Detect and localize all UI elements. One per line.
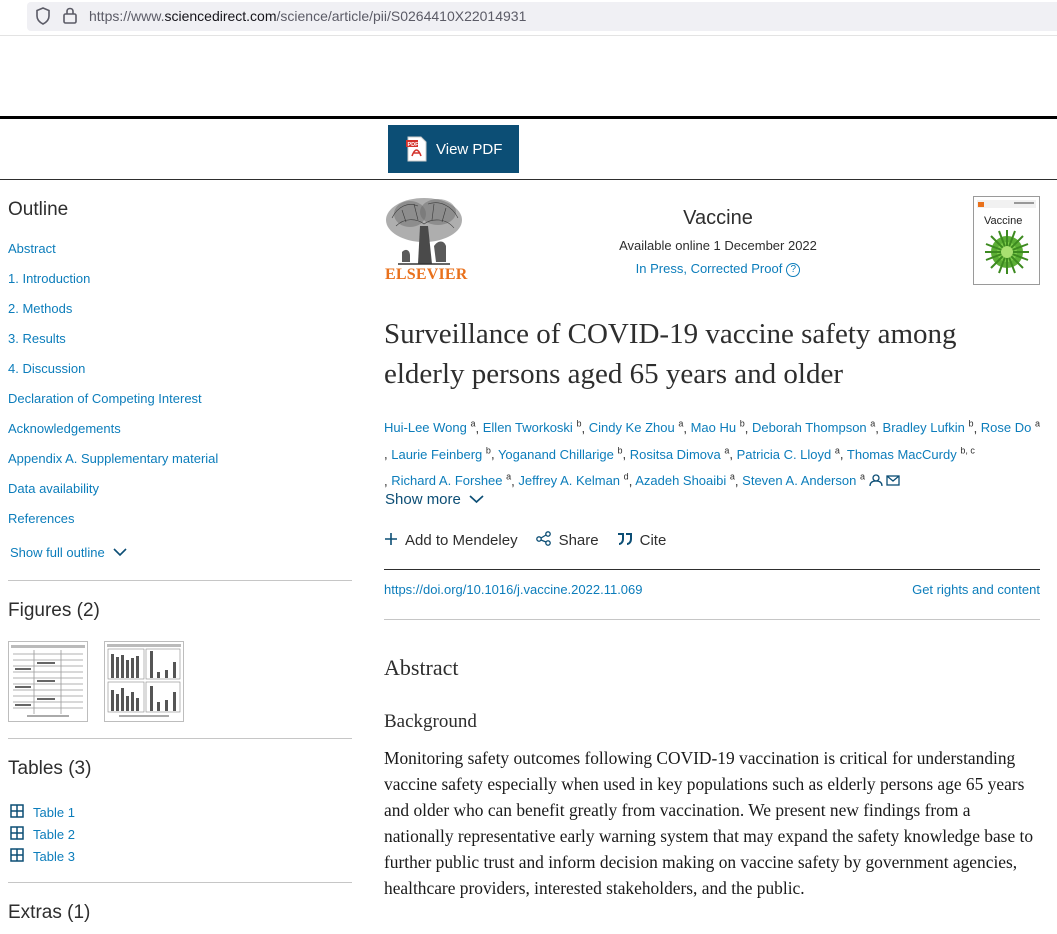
lock-icon[interactable] [62,6,78,31]
author-list [384,413,1044,492]
tables-list [10,801,75,867]
browser-url-bar [0,0,1057,36]
show-full-outline-button[interactable] [10,545,127,560]
article-actions [385,531,666,550]
journal-title[interactable]: Vaccine [683,207,753,229]
table-link-label: Table 1 [33,804,75,820]
abstract-heading: Abstract [384,655,459,680]
doi-link[interactable]: https://doi.org/10.1016/j.vaccine.2022.11.069 [384,582,643,597]
article-status[interactable] [384,261,1052,277]
show-more-label: Show more [385,491,461,508]
sidebar-divider [8,580,352,581]
outline-item-results[interactable]: 3. Results [8,331,66,346]
chevron-down-icon [469,491,484,508]
outline-item-competing-interest[interactable]: Declaration of Competing Interest [8,391,202,406]
article-title: Surveillance of COVID-19 vaccine safety among elderly persons aged 65 years and older [384,318,957,390]
author-line: Hui-Lee Wong $^a$, Ellen Tworkoski $^b$, Cindy Ke Zhou $^a$, Mao Hu $^b$, Deborah Thompson $^a$, Bradley Lufkin $^b$, Rose Do $^a$ [384,419,1041,436]
add-to-mendeley-button[interactable] [385,531,518,550]
available-online-date: Available online 1 December 2022 [619,238,817,253]
outline-title: Outline [8,199,69,220]
author-line: , Laurie Feinberg $^b$, Yoganand Chillarige $^b$, Rositsa Dimova $^a$, Patricia C. Lloyd $^a$, Thomas MacCurdy $^{b, c}$ [384,445,975,462]
author-link[interactable]: Patricia C. Lloyd $^a$ [736,445,840,462]
view-pdf-button[interactable] [388,125,519,173]
url-text[interactable]: https://www.sciencedirect.com/science/article/pii/S0264410X22014931 [89,8,527,24]
table-icon [10,848,24,865]
author-link[interactable]: Ellen Tworkoski $^b$ [482,419,582,436]
author-link[interactable]: Hui-Lee Wong $^a$ [384,419,476,436]
journal-cover-image[interactable] [973,196,1040,285]
author-link[interactable]: Steven A. Anderson $^a$ [742,471,865,488]
tables-title: Tables (3) [8,758,92,779]
view-pdf-label: View PDF [436,140,503,158]
doi-divider [384,619,1040,620]
background-paragraph: Monitoring safety outcomes following COVID-19 vaccination is critical for understanding vaccine safety especially when used in key populations such as elderly persons age 65 years and older who can benefit greatly from vaccination. We present new findings from a nationally representative early warning system that may expand the safety knowledge base to further public trust and inform decision making on vaccine safety by government agencies, healthcare providers, interested stakeholders, and the public. [384,748,1034,898]
outline-item-abstract[interactable]: Abstract [8,241,56,256]
email-icon[interactable] [886,473,900,488]
sidebar-divider [8,882,352,883]
extras-title: Extras (1) [8,902,91,923]
table-link-label: Table 3 [33,848,75,864]
author-link[interactable]: Deborah Thompson $^a$ [751,419,876,436]
author-link[interactable]: Bradley Lufkin $^b$ [882,419,974,436]
show-more-button[interactable] [385,491,484,508]
outline-item-data-availability[interactable]: Data availability [8,481,100,496]
outline-item-discussion[interactable]: 4. Discussion [8,361,86,376]
article-status-label: In Press, Corrected Proof [635,261,783,276]
author-link[interactable]: Thomas MacCurdy $^{b, c}$ [846,445,975,462]
cite-button[interactable] [617,531,667,550]
author-link[interactable]: Jeffrey A. Kelman $^d$ [518,471,629,488]
person-icon[interactable] [869,473,883,488]
plus-icon [385,532,397,549]
cover-journal-name: Vaccine [984,215,1023,227]
rights-link[interactable]: Get rights and content [912,582,1040,597]
author-line: , Richard A. Forshee $^a$, Jeffrey A. Kelman $^d$, Azadeh Shoaibi $^a$, Steven A. Anderson $^a$ [384,466,1044,492]
author-link[interactable]: Mao Hu $^b$ [690,419,745,436]
chevron-down-icon [113,545,127,560]
cite-label: Cite [639,532,667,549]
publisher-name: ELSEVIER [385,266,468,283]
author-link[interactable]: Azadeh Shoaibi $^a$ [635,471,735,488]
author-link[interactable]: Richard A. Forshee $^a$ [391,471,512,488]
table-link-3[interactable] [10,845,75,867]
author-link[interactable]: Laurie Feinberg $^b$ [391,445,491,462]
outline-list [8,241,218,541]
quote-icon [617,532,632,549]
table-link-label: Table 2 [33,826,75,842]
show-full-outline-label: Show full outline [10,545,105,560]
toolbar-divider [0,179,1057,180]
author-link[interactable]: Cindy Ke Zhou $^a$ [588,419,684,436]
author-link[interactable]: Rose Do $^a$ [980,419,1041,436]
outline-item-acknowledgements[interactable]: Acknowledgements [8,421,121,436]
outline-item-introduction[interactable]: 1. Introduction [8,271,91,286]
figure-thumbnail-1[interactable] [8,641,88,722]
share-button[interactable] [536,531,599,550]
share-icon [536,531,551,550]
header-divider [0,116,1057,119]
svg-text:PDF: PDF [407,141,419,148]
pdf-icon [406,136,428,162]
outline-item-appendix[interactable]: Appendix A. Supplementary material [8,451,219,466]
figure-thumbnail-2[interactable] [104,641,184,722]
table-link-1[interactable] [10,801,75,823]
figures-title: Figures (2) [8,600,100,621]
table-link-2[interactable] [10,823,75,845]
background-heading: Background [384,711,477,732]
author-link[interactable]: Yoganand Chillarige $^b$ [497,445,623,462]
author-link[interactable]: Rositsa Dimova $^a$ [629,445,730,462]
help-icon[interactable]: ? [786,263,800,277]
share-label: Share [558,532,599,549]
shield-icon[interactable] [34,6,52,31]
outline-item-references[interactable]: References [8,511,75,526]
outline-item-methods[interactable]: 2. Methods [8,301,73,316]
table-icon [10,804,24,821]
sidebar-divider [8,738,352,739]
doi-divider [384,569,1040,570]
table-icon [10,826,24,843]
add-to-mendeley-label: Add to Mendeley [405,532,518,549]
